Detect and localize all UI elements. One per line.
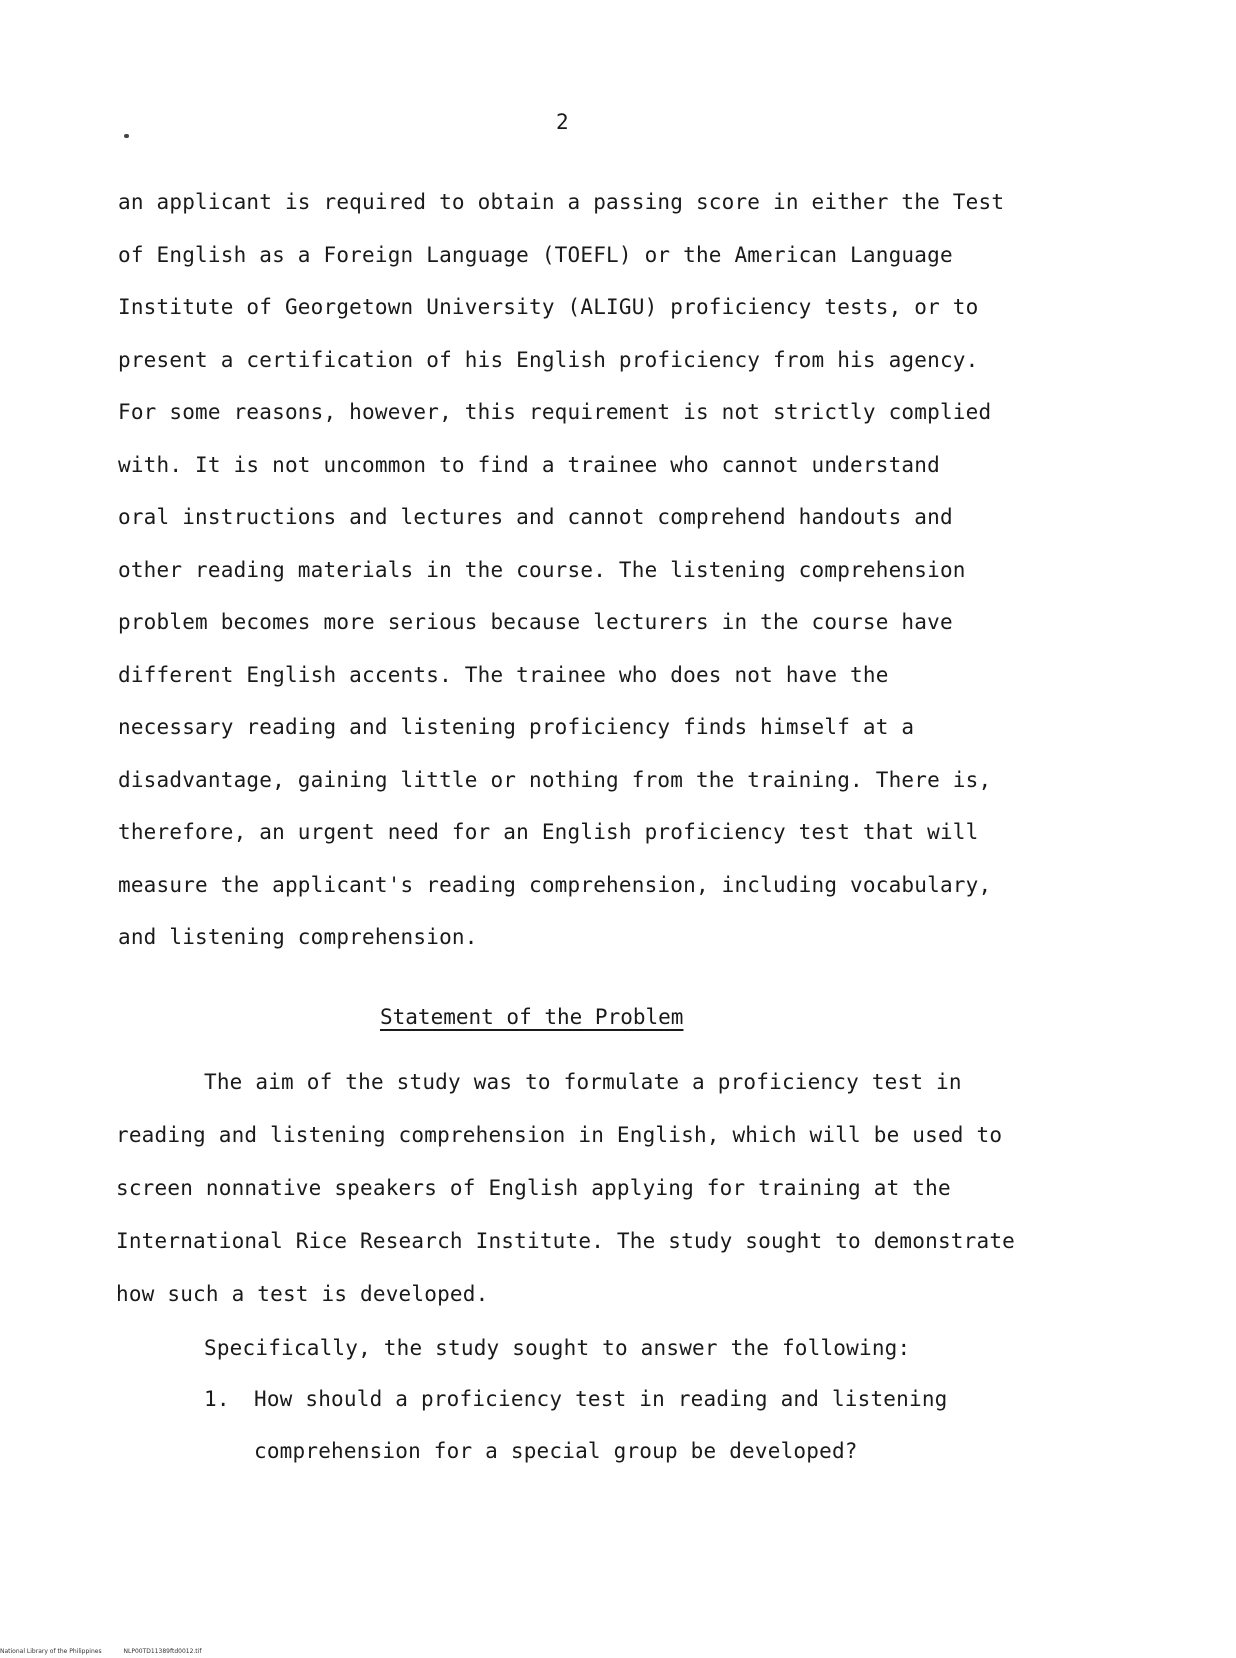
- scan-speck: [124, 134, 129, 138]
- text-line: other reading materials in the course. The listening comprehension: [118, 557, 966, 582]
- text-line: screen nonnative speakers of English applying for training at the: [116, 1176, 951, 1200]
- text-line: disadvantage, gaining little or nothing from the training. There is,: [118, 767, 992, 792]
- text-line: Institute of Georgetown University (ALIGU) proficiency tests, or to: [118, 295, 979, 319]
- list-item-text: comprehension for a special group be developed?: [254, 1439, 858, 1463]
- paragraph-1: [118, 176, 1078, 964]
- list-number: 1.: [204, 1387, 230, 1411]
- footer: [0, 1648, 201, 1655]
- text-line: of English as a Foreign Language (TOEFL) or the American Language: [118, 242, 953, 267]
- text-line: International Rice Research Institute. The study sought to demonstrate: [116, 1229, 1016, 1253]
- paragraph-3: Specifically, the study sought to answer the following:: [204, 1336, 911, 1360]
- text-line: and listening comprehension.: [118, 925, 478, 949]
- text-line: with. It is not uncommon to find a trainee who cannot understand: [118, 452, 940, 477]
- list-item-text: How should a proficiency test in reading and listening: [254, 1387, 948, 1411]
- text-line: The aim of the study was to formulate a proficiency test in: [204, 1070, 962, 1094]
- footer-file: NLP00TD11389ftd0012.tif: [123, 1648, 202, 1655]
- text-line: problem becomes more serious because lecturers in the course have: [118, 610, 953, 634]
- text-line: an applicant is required to obtain a passing score in either the Test: [118, 190, 1005, 214]
- text-line: therefore, an urgent need for an English proficiency test that will: [118, 820, 979, 844]
- text-line: reading and listening comprehension in English, which will be used to: [116, 1123, 1003, 1147]
- footer-library: National Library of the Philippines: [0, 1648, 102, 1655]
- text-line: different English accents. The trainee who does not have the: [118, 662, 889, 687]
- text-line: measure the applicant's reading comprehension, including vocabulary,: [118, 872, 992, 897]
- text-line: For some reasons, however, this requirement is not strictly complied: [118, 400, 992, 424]
- text-line: necessary reading and listening proficiency finds himself at a: [118, 715, 915, 739]
- text-line: present a certification of his English proficiency from his agency.: [118, 347, 979, 372]
- text-line: oral instructions and lectures and cannot comprehend handouts and: [118, 505, 953, 529]
- section-heading: Statement of the Problem: [380, 1005, 684, 1029]
- list-item: [204, 1373, 948, 1477]
- text-line: how such a test is developed.: [116, 1282, 489, 1306]
- paragraph-2: [116, 1056, 1116, 1321]
- page-number: 2: [556, 110, 569, 134]
